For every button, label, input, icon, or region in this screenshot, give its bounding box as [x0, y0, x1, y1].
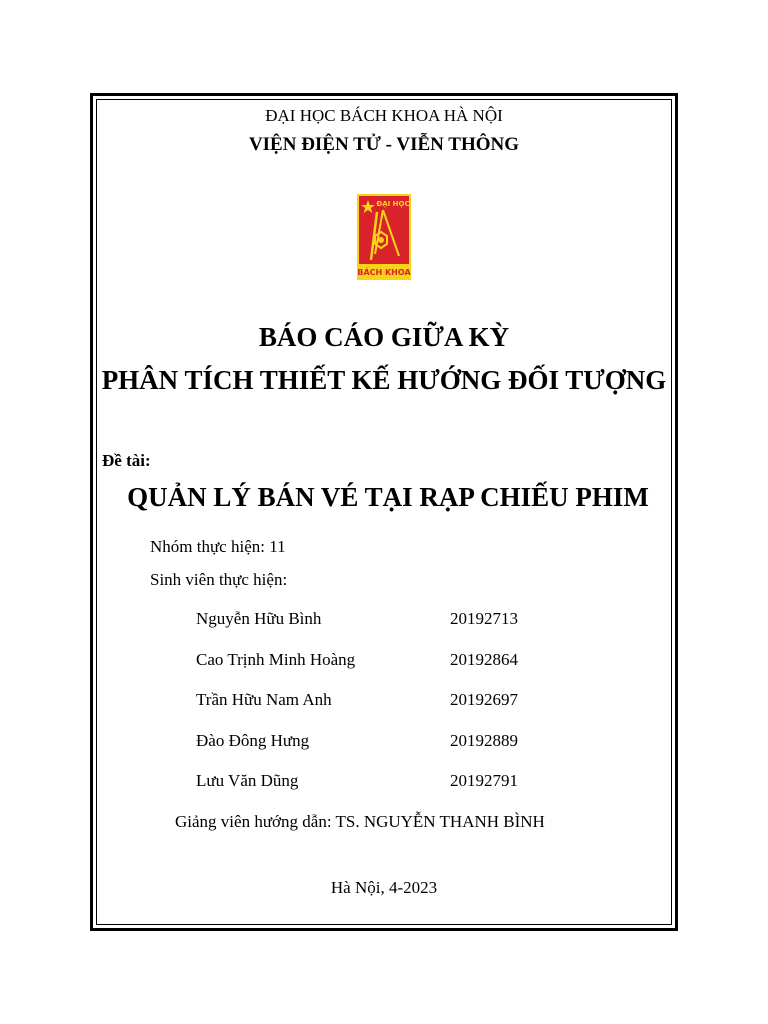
- logo-gear-center: [378, 237, 384, 243]
- course-title: PHÂN TÍCH THIẾT KẾ HƯỚNG ĐỐI TƯỢNG: [101, 365, 667, 395]
- student-id: 20192889: [450, 731, 518, 750]
- logo-bottom-text: BÁCH KHOA: [357, 268, 411, 277]
- logo-top-text: ĐẠI HỌC: [376, 200, 410, 208]
- student-id: 20192697: [450, 690, 518, 709]
- university-name: ĐẠI HỌC BÁCH KHOA HÀ NỘI: [265, 106, 503, 125]
- report-type: BÁO CÁO GIỮA KỲ: [258, 322, 510, 352]
- advisor-line: Giảng viên hướng dẫn: TS. NGUYỄN THANH BÌNH: [175, 812, 545, 831]
- student-name: Đào Đông Hưng: [196, 731, 310, 750]
- institute-name: VIỆN ĐIỆN TỬ - VIỄN THÔNG: [248, 134, 520, 155]
- group-number: Nhóm thực hiện: 11: [150, 537, 286, 556]
- student-id: 20192791: [450, 771, 518, 790]
- student-name: Cao Trịnh Minh Hoàng: [196, 650, 356, 669]
- student-id: 20192713: [450, 609, 518, 628]
- student-name: Lưu Văn Dũng: [196, 771, 299, 790]
- university-logo-icon: [357, 194, 411, 280]
- students-label: Sinh viên thực hiện:: [150, 570, 288, 589]
- student-name: Nguyễn Hữu Bình: [196, 609, 322, 628]
- topic-title: QUẢN LÝ BÁN VÉ TẠI RẠP CHIẾU PHIM: [127, 482, 649, 512]
- topic-label: Đề tài:: [102, 451, 151, 470]
- student-name: Trần Hữu Nam Anh: [196, 690, 332, 709]
- student-id: 20192864: [450, 650, 518, 669]
- place-date: Hà Nội, 4-2023: [330, 878, 438, 897]
